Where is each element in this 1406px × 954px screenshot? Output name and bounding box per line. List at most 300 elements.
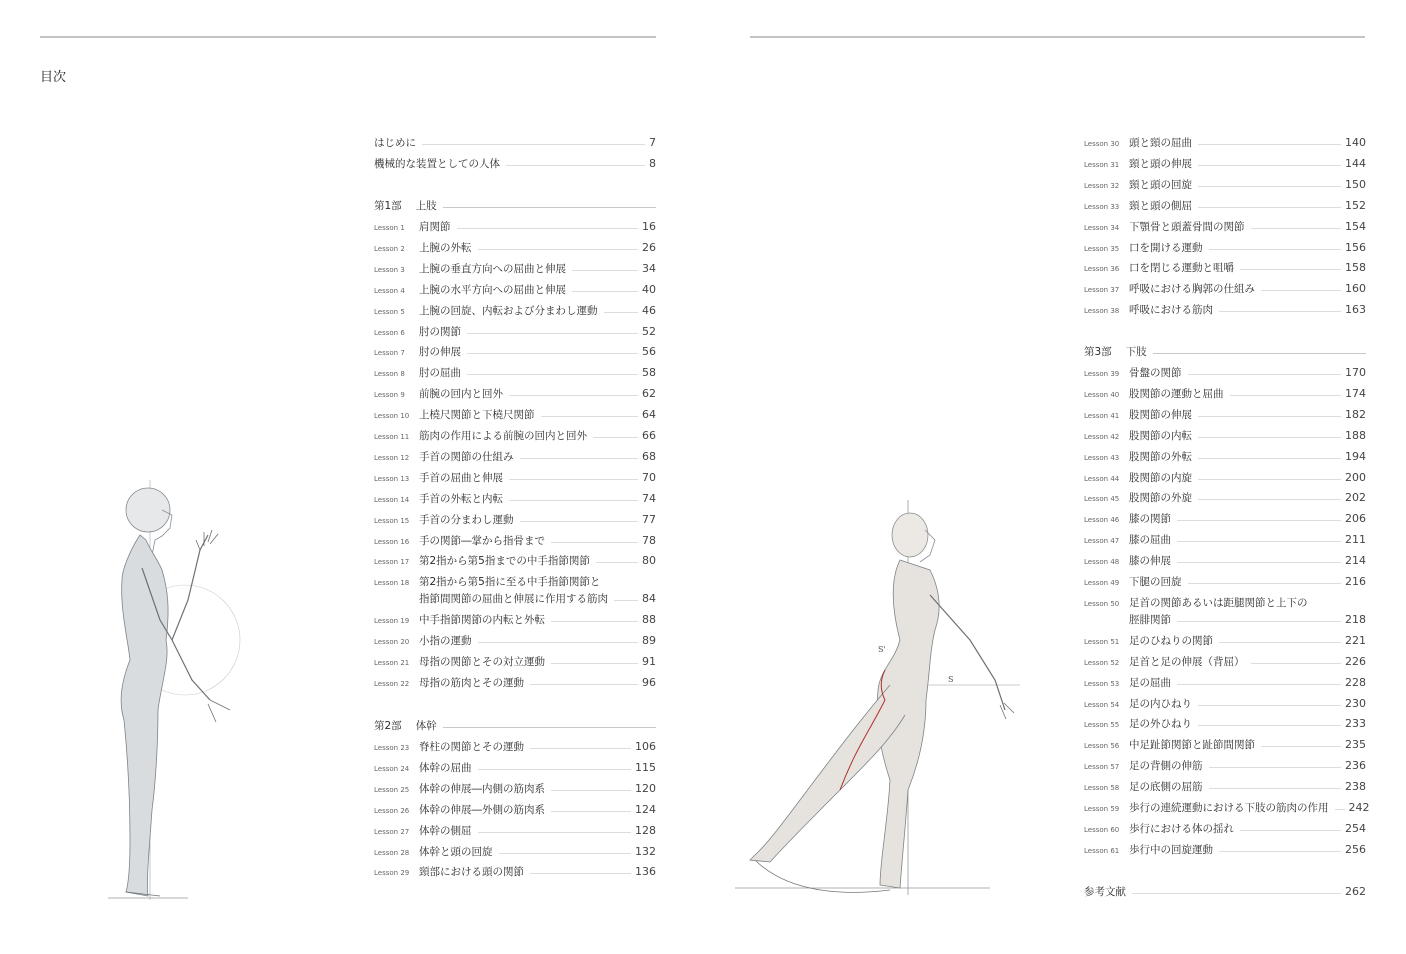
dot-leader [457, 228, 639, 229]
toc-lesson-entry[interactable] [1084, 239, 1366, 255]
lesson-title: 筋肉の作用による前腕の回内と回外 [419, 430, 587, 442]
dot-leader [1251, 663, 1342, 664]
toc-lesson-entry[interactable] [1084, 364, 1366, 380]
lesson-title: 第2指から第5指までの中手指節関節 [419, 555, 590, 568]
lesson-number: Lesson 38 [1084, 307, 1120, 316]
toc-lesson-entry[interactable] [374, 260, 656, 276]
dot-leader [1198, 725, 1341, 726]
toc-lesson-entry[interactable] [1084, 695, 1366, 711]
part-rule [443, 207, 656, 208]
dot-leader [478, 832, 632, 833]
anatomy-figure-standing [100, 480, 260, 905]
lesson-title: 上橈尺関節と下橈尺関節 [419, 409, 535, 422]
lesson-title: 歩行の連続運動における下肢の筋肉の作用 [1129, 802, 1329, 814]
toc-lesson-entry[interactable] [1084, 632, 1366, 648]
lesson-title: 股関節の内転 [1129, 429, 1192, 442]
toc-lesson-entry[interactable] [374, 239, 656, 255]
lesson-title: 体幹の側屈 [419, 824, 472, 837]
lesson-number: Lesson 55 [1084, 721, 1120, 730]
lesson-number: Lesson 45 [1084, 495, 1120, 504]
toc-lesson-entry[interactable] [1084, 259, 1366, 275]
page-number: 66 [642, 429, 656, 442]
dot-leader [1261, 290, 1341, 291]
page-number: 52 [642, 324, 656, 338]
toc-lesson-entry-continued[interactable] [374, 590, 656, 606]
page-number: 163 [1345, 303, 1366, 317]
lesson-number: Lesson 18 [374, 579, 410, 588]
lesson-number: Lesson 4 [374, 286, 405, 295]
dot-leader [551, 811, 631, 812]
lesson-title: 上腕の水平方向への屈曲と伸展 [419, 283, 566, 296]
dot-leader [551, 542, 638, 543]
toc-lesson-entry[interactable] [1084, 301, 1366, 317]
toc-part-1-heading[interactable]: 第1部 上肢 [374, 197, 656, 213]
lesson-number: Lesson 25 [374, 785, 410, 794]
toc-lesson-entry[interactable] [1084, 280, 1366, 296]
page-number: 174 [1345, 386, 1366, 400]
page-number: 140 [1345, 136, 1366, 149]
lesson-title: 股関節の外転 [1129, 450, 1192, 463]
dot-leader [1188, 374, 1342, 375]
dot-leader [509, 500, 638, 501]
lesson-title: 体幹の伸展―内側の筋肉系 [419, 782, 545, 795]
page-number: 150 [1345, 177, 1366, 191]
page-number: 158 [1345, 261, 1366, 275]
dot-leader [1198, 165, 1341, 166]
dot-leader [614, 600, 638, 601]
toc-part-2-heading[interactable]: 第2部 体幹 [374, 717, 656, 733]
toc-lesson-entry[interactable] [374, 738, 656, 754]
toc-lesson-entry[interactable] [374, 822, 656, 838]
dot-leader [530, 873, 631, 874]
lesson-title: 膝の伸展 [1129, 555, 1171, 568]
toc-lesson-entry[interactable] [1084, 155, 1366, 171]
page-number: 84 [642, 592, 656, 606]
page-number: 202 [1345, 491, 1366, 505]
dot-leader [478, 249, 639, 250]
lesson-number: Lesson 43 [1084, 453, 1120, 462]
lesson-title: 足の屈曲 [1129, 676, 1171, 689]
page-number: 89 [642, 634, 656, 648]
lesson-title: 足の外ひねり [1129, 718, 1192, 731]
dot-leader [1230, 395, 1342, 396]
toc-lesson-entry[interactable] [1084, 427, 1366, 443]
page-number: 226 [1345, 654, 1366, 668]
toc-lesson-entry[interactable] [1084, 674, 1366, 690]
page-number: 120 [635, 781, 656, 795]
page-number: 124 [635, 802, 656, 816]
page-number: 152 [1345, 198, 1366, 212]
toc-lesson-entry[interactable] [374, 511, 656, 527]
dot-leader [1177, 520, 1341, 521]
page-number: 206 [1345, 512, 1366, 526]
dot-leader [520, 521, 639, 522]
dot-leader [1209, 767, 1342, 768]
toc-lesson-entry[interactable] [1084, 489, 1366, 505]
dot-leader [1177, 684, 1341, 685]
toc-left-column [374, 134, 656, 894]
lesson-title: 小指の運動 [419, 635, 472, 648]
lesson-number: Lesson 61 [1084, 846, 1120, 855]
toc-entry-references[interactable]: 参考文献 262 [1084, 885, 1366, 898]
lesson-number: Lesson 51 [1084, 637, 1120, 646]
dot-leader [478, 769, 632, 770]
dot-leader [1198, 479, 1341, 480]
page-number: 228 [1345, 675, 1366, 689]
toc-lesson-entry[interactable] [374, 385, 656, 401]
lesson-title: 第2指から第5指に至る中手指節関節と [419, 576, 601, 589]
toc-lesson-entry[interactable] [374, 674, 656, 690]
page-number: 216 [1345, 575, 1366, 588]
page-number: 46 [642, 303, 656, 317]
dot-leader [1198, 416, 1341, 417]
dot-leader [1219, 851, 1341, 852]
toc-lesson-entry[interactable] [374, 343, 656, 359]
page-number: 16 [642, 220, 656, 233]
lesson-number: Lesson 17 [374, 558, 410, 567]
anatomy-figure-walking [730, 500, 1040, 900]
lesson-number: Lesson 27 [374, 827, 410, 836]
dot-leader [1240, 830, 1341, 831]
dot-leader [1251, 228, 1342, 229]
lesson-number: Lesson 34 [1084, 223, 1120, 232]
dot-leader [1198, 458, 1341, 459]
toc-lesson-entry[interactable] [1084, 197, 1366, 213]
toc-lesson-entry[interactable] [1084, 736, 1366, 752]
lesson-title: 手首の屈曲と伸展 [419, 471, 503, 484]
lesson-title: 股関節の内旋 [1129, 471, 1192, 484]
page-number: 136 [635, 865, 656, 879]
lesson-title: 頸部における頭の関節 [419, 866, 524, 879]
page-number: 26 [642, 240, 656, 254]
lesson-title: 体幹の伸展―外側の筋肉系 [419, 803, 545, 816]
lesson-number: Lesson 32 [1084, 181, 1120, 190]
page-number: 218 [1345, 612, 1366, 626]
page-number: 221 [1345, 633, 1366, 647]
dot-leader [506, 165, 645, 166]
toc-lesson-entry[interactable] [374, 364, 656, 380]
lesson-number: Lesson 2 [374, 244, 405, 253]
toc-lesson-entry[interactable] [374, 448, 656, 464]
page-number: 238 [1345, 780, 1366, 794]
dot-leader [1198, 186, 1341, 187]
lesson-number: Lesson 46 [1084, 516, 1120, 525]
dot-leader [1219, 311, 1341, 312]
toc-lesson-entry[interactable] [374, 843, 656, 859]
toc-lesson-entry[interactable] [1084, 799, 1370, 815]
toc-entry-front-1[interactable]: はじめに 7 [374, 136, 656, 149]
toc-lesson-entry[interactable] [374, 302, 656, 318]
lesson-title: 手首の外転と内転 [419, 492, 503, 505]
left-page-top-rule [40, 36, 656, 38]
toc-lesson-entry[interactable] [374, 573, 656, 589]
page-number: 56 [642, 345, 656, 359]
toc-lesson-entry-continued[interactable] [1084, 611, 1366, 627]
dot-leader [1188, 583, 1342, 584]
lesson-number: Lesson 53 [1084, 679, 1120, 688]
toc-lesson-entry[interactable] [1084, 594, 1366, 610]
toc-lesson-entry[interactable] [1084, 715, 1366, 731]
lesson-title: 足首と足の伸展（背屈） [1129, 655, 1245, 668]
lesson-number: Lesson 39 [1084, 370, 1120, 378]
lesson-number: Lesson 15 [374, 516, 410, 525]
lesson-title: 骨盤の関節 [1129, 367, 1182, 379]
lesson-title: 頸と頭の側屈 [1129, 199, 1192, 212]
toc-lesson-entry[interactable] [1084, 385, 1366, 401]
page-number: 242 [1348, 801, 1370, 814]
page-number: 96 [642, 675, 656, 689]
page-number: 160 [1345, 282, 1366, 296]
lesson-title: 呼吸における胸郭の仕組み [1129, 283, 1255, 296]
dot-leader [541, 416, 639, 417]
lesson-number: Lesson 50 [1084, 599, 1120, 608]
toc-lesson-entry[interactable] [1084, 820, 1366, 836]
toc-lesson-entry[interactable] [1084, 218, 1366, 234]
lesson-number: Lesson 58 [1084, 784, 1120, 793]
dot-leader [551, 621, 638, 622]
toc-lesson-entry[interactable] [374, 323, 656, 339]
toc-lesson-entry[interactable] [374, 780, 656, 796]
lesson-title: 肘の伸展 [419, 346, 461, 359]
toc-lesson-entry[interactable] [374, 218, 656, 234]
toc-lesson-entry[interactable] [374, 632, 656, 648]
toc-lesson-entry[interactable] [1084, 134, 1366, 150]
toc-entry-front-2[interactable]: 機械的な装置としての人体 8 [374, 157, 656, 170]
lesson-title: 母指の筋肉とその運動 [419, 676, 524, 689]
lesson-title: 歩行における体の揺れ [1129, 822, 1234, 835]
page-number: 77 [642, 512, 656, 526]
dot-leader [593, 437, 638, 438]
lesson-title: 股関節の運動と屈曲 [1129, 387, 1224, 400]
lesson-number: Lesson 44 [1084, 474, 1120, 483]
lesson-number: Lesson 37 [1084, 286, 1120, 295]
toc-lesson-entry[interactable] [1084, 510, 1366, 526]
toc-lesson-entry[interactable] [374, 653, 656, 669]
dot-leader [1198, 144, 1341, 145]
lesson-title: 前腕の回内と回外 [419, 388, 503, 401]
lesson-title: 上腕の垂直方向への屈曲と伸展 [419, 262, 566, 275]
lesson-number: Lesson 24 [374, 764, 410, 773]
lesson-number: Lesson 47 [1084, 537, 1120, 546]
page-number: 194 [1345, 449, 1366, 463]
lesson-title: 母指の関節とその対立運動 [419, 656, 545, 668]
lesson-title: 口を閉じる運動と咀嚼 [1129, 262, 1234, 275]
page-number: 214 [1345, 554, 1366, 568]
toc-lesson-entry[interactable] [1084, 469, 1366, 485]
page-number: 154 [1345, 219, 1366, 233]
dot-leader [509, 395, 638, 396]
lesson-number: Lesson 59 [1084, 805, 1120, 813]
dot-leader [604, 312, 639, 313]
lesson-title: 手首の分まわし運動 [419, 513, 514, 526]
lesson-number: Lesson 7 [374, 349, 405, 358]
svg-text:S: S [948, 675, 954, 684]
toc-lesson-entry[interactable] [1084, 176, 1366, 192]
lesson-title: 肩関節 [419, 221, 451, 233]
dot-leader [1219, 642, 1341, 643]
lesson-title: 中手指節関節の内転と外転 [419, 614, 545, 627]
lesson-number: Lesson 52 [1084, 658, 1120, 667]
lesson-number: Lesson 11 [374, 433, 410, 441]
page-number: 70 [642, 470, 656, 484]
lesson-title: 手首の関節の仕組み [419, 450, 514, 463]
lesson-number: Lesson 1 [374, 224, 405, 232]
lesson-title-line2: 脛腓関節 [1129, 613, 1171, 626]
page-number: 188 [1345, 428, 1366, 442]
dot-leader [467, 333, 638, 334]
toc-lesson-entry[interactable] [374, 469, 656, 485]
lesson-number: Lesson 41 [1084, 411, 1120, 420]
page-number: 78 [642, 533, 656, 547]
lesson-title: 体幹と頭の回旋 [419, 845, 493, 858]
toc-lesson-entry[interactable] [374, 427, 656, 443]
page-number: 34 [642, 261, 656, 275]
toc-part-3-heading[interactable]: 第3部 下肢 [1084, 343, 1366, 359]
lesson-number: Lesson 5 [374, 307, 405, 316]
lesson-title: 手の関節―掌から指骨まで [419, 534, 545, 547]
lesson-title: 上腕の外転 [419, 241, 472, 254]
lesson-number: Lesson 6 [374, 328, 405, 337]
toc-lesson-entry[interactable] [1084, 778, 1366, 794]
page-number: 64 [642, 408, 656, 422]
page-number: 88 [642, 613, 656, 627]
dot-leader [1209, 249, 1342, 250]
part-rule [443, 727, 656, 728]
lesson-title: 下顎骨と頭蓋骨間の関節 [1129, 220, 1245, 233]
lesson-number: Lesson 49 [1084, 579, 1120, 587]
dot-leader [1198, 705, 1341, 706]
page-number: 236 [1345, 759, 1366, 773]
lesson-number: Lesson 8 [374, 370, 405, 379]
toc-lesson-entry[interactable] [1084, 573, 1366, 589]
lesson-title: 頭と頸の屈曲 [1129, 137, 1192, 149]
lesson-number: Lesson 28 [374, 848, 410, 857]
right-page-top-rule [750, 36, 1365, 38]
page-title: 目次 [40, 70, 67, 85]
dot-leader [467, 374, 638, 375]
toc-lesson-entry[interactable] [1084, 531, 1366, 547]
lesson-number: Lesson 19 [374, 617, 410, 626]
lesson-number: Lesson 48 [1084, 558, 1120, 567]
page-number: 182 [1345, 407, 1366, 421]
lesson-title: 下腿の回旋 [1129, 576, 1182, 588]
toc-lesson-entry[interactable] [1084, 757, 1366, 773]
toc-lesson-entry[interactable] [1084, 841, 1366, 857]
lesson-title: 呼吸における筋肉 [1129, 304, 1213, 317]
lesson-title: 脊柱の関節とその運動 [419, 741, 524, 753]
dot-leader [530, 748, 631, 749]
page-number: 200 [1345, 470, 1366, 484]
dot-leader [551, 790, 631, 791]
page-number: 170 [1345, 366, 1366, 379]
page-number: 230 [1345, 696, 1366, 710]
page-number: 58 [642, 366, 656, 380]
lesson-number: Lesson 26 [374, 806, 410, 815]
toc-lesson-entry[interactable] [374, 490, 656, 506]
page-number: 235 [1345, 738, 1366, 752]
lesson-title: 肘の関節 [419, 325, 461, 338]
svg-text:S': S' [878, 645, 886, 654]
lesson-number: Lesson 42 [1084, 432, 1120, 441]
page-number: 233 [1345, 717, 1366, 731]
page-number: 106 [635, 740, 656, 753]
dot-leader [1132, 893, 1341, 894]
lesson-title: 膝の屈曲 [1129, 534, 1171, 547]
dot-leader [1335, 809, 1345, 810]
lesson-title: 膝の関節 [1129, 513, 1171, 526]
lesson-number: Lesson 29 [374, 869, 410, 878]
dot-leader [1177, 562, 1341, 563]
lesson-number: Lesson 10 [374, 412, 410, 421]
lesson-title-line2: 指節間関節の屈曲と伸展に作用する筋肉 [419, 593, 608, 606]
dot-leader [422, 144, 645, 145]
page-number: 62 [642, 387, 656, 401]
toc-lesson-entry[interactable] [1084, 448, 1366, 464]
dot-leader [509, 479, 638, 480]
dot-leader [551, 663, 638, 664]
page-number: 128 [635, 823, 656, 837]
lesson-number: Lesson 23 [374, 744, 410, 752]
lesson-number: Lesson 33 [1084, 202, 1120, 211]
lesson-number: Lesson 16 [374, 537, 410, 546]
toc-lesson-entry[interactable] [374, 281, 656, 297]
dot-leader [1177, 621, 1341, 622]
lesson-title: 股関節の伸展 [1129, 408, 1192, 421]
page-number: 156 [1345, 240, 1366, 254]
lesson-title: 上腕の回旋、内転および分まわし運動 [419, 304, 598, 317]
lesson-title: 股関節の外旋 [1129, 492, 1192, 505]
dot-leader [1198, 207, 1341, 208]
lesson-number: Lesson 30 [1084, 140, 1120, 148]
page-number: 40 [642, 282, 656, 296]
lesson-title: 足の背側の伸筋 [1129, 760, 1203, 773]
dot-leader [1198, 437, 1341, 438]
dot-leader [572, 270, 638, 271]
dot-leader [530, 684, 638, 685]
lesson-number: Lesson 56 [1084, 742, 1120, 751]
toc-lesson-entry[interactable] [374, 759, 656, 775]
dot-leader [520, 458, 639, 459]
dot-leader [1198, 499, 1341, 500]
toc-lesson-entry[interactable] [1084, 653, 1366, 669]
toc-lesson-entry[interactable] [374, 532, 656, 548]
toc-lesson-entry[interactable] [374, 863, 656, 879]
page-number: 68 [642, 449, 656, 463]
lesson-number: Lesson 21 [374, 659, 410, 667]
lesson-title: 足のひねりの関節 [1129, 634, 1213, 647]
dot-leader [1261, 746, 1341, 747]
toc-lesson-entry[interactable] [374, 611, 656, 627]
page-number: 254 [1345, 821, 1366, 835]
lesson-title: 頸と頭の回旋 [1129, 178, 1192, 191]
lesson-title: 足の内ひねり [1129, 697, 1192, 710]
page-number: 211 [1345, 533, 1366, 547]
toc-lesson-entry[interactable] [1084, 406, 1366, 422]
toc-lesson-entry[interactable] [374, 552, 656, 568]
dot-leader [1209, 788, 1342, 789]
toc-lesson-entry[interactable] [1084, 552, 1366, 568]
dot-leader [1240, 269, 1341, 270]
lesson-number: Lesson 13 [374, 474, 410, 483]
page-number: 91 [642, 655, 656, 668]
toc-right-column [1084, 134, 1370, 914]
lesson-number: Lesson 57 [1084, 763, 1120, 772]
lesson-number: Lesson 36 [1084, 265, 1120, 274]
page-number: 132 [635, 844, 656, 858]
dot-leader [572, 291, 638, 292]
toc-lesson-entry[interactable] [374, 406, 656, 422]
toc-lesson-entry[interactable] [374, 801, 656, 817]
